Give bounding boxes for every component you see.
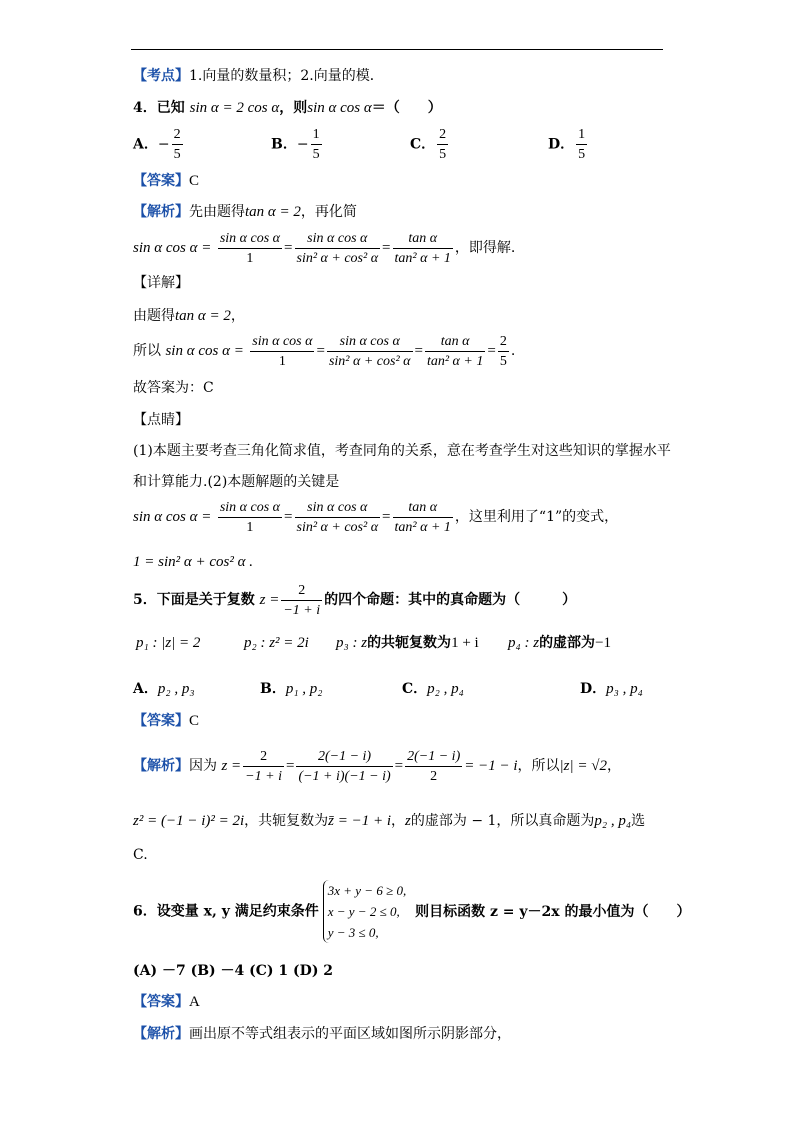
q6-constraint-system [323, 880, 406, 943]
q4-option-c-frac [437, 125, 448, 164]
q6-answer-value: A [189, 994, 200, 1010]
q4-dianjing-identity: 1 = sin² α + cos² α . [133, 554, 253, 570]
q5-an-e: ， [606, 758, 621, 774]
q5-an-frac2 [296, 747, 392, 786]
q5-l2d: ， [391, 813, 406, 829]
q5-an-c: ，所以 [517, 758, 560, 774]
q5-an-frac1-den: −1 + i [245, 768, 282, 784]
q4-analysis-b: ，再化简 [300, 204, 357, 220]
q5-an-frac1-num: 2 [243, 747, 284, 767]
q5-answer-tag: 【答案】 [133, 713, 189, 729]
q4-detail-heading [133, 273, 189, 293]
q5-l3: C. [133, 847, 148, 863]
q4-detail-frac2-num: sin α cos α [327, 332, 413, 352]
q4-option-a-den: 5 [173, 147, 181, 162]
q4-option-d-den: 5 [578, 147, 586, 162]
q5-p3c: 1 + i [451, 635, 479, 651]
q4-option-c-den: 5 [439, 147, 447, 162]
q4-analysis-equation: sin α cos α = $\frac{\text{sin α cos α}}{1}$ = $\frac{\text{sin α cos α}}{\text{sin² α + cos² α}}$ = $\frac{\text{tan α}}{\text{tan² α + 1}}$ ，即得解. [133, 230, 516, 266]
q5-prop-p1 [136, 633, 200, 653]
q4-detail-frac3 [425, 332, 485, 371]
q5-option-d-val: p₃ , p₄ [606, 681, 643, 697]
q4-answer [133, 171, 199, 191]
q5-title [133, 580, 576, 620]
q4-dj-lhs: sin α cos α = [133, 509, 212, 525]
q5-answer-value: C [189, 713, 200, 729]
q4-option-d-frac [576, 125, 587, 164]
q5-analysis-line2 [133, 811, 645, 831]
q4-answer-tag: 【答案】 [133, 173, 189, 189]
q5-prop-p4 [508, 633, 611, 653]
q5-title-a: 下面是关于复数 [156, 592, 255, 608]
q4-eq-frac3-den: tan² α + 1 [394, 250, 451, 266]
q5-analysis-line1: 【解析】因为 z = $\frac{2}{-1 + i}$ = $\frac{2(-1 - i)}{(-1 + i)(-1 - i)}$ = $\frac{2(-1 - i)}{2}$ = −1 − i，所以|z| = √2， [133, 748, 621, 784]
q4-eq-frac2-num: sin α cos α [295, 229, 381, 249]
q4-dj-frac2 [295, 498, 381, 537]
q4-option-c [410, 125, 450, 164]
q4-option-d-label: D． [548, 136, 575, 153]
q5-an-frac1 [243, 747, 284, 786]
q4-option-d [548, 125, 589, 164]
q5-zfrac-num: 2 [281, 581, 322, 601]
q5-zeq: z = [259, 592, 280, 608]
q4-dianjing-heading [133, 410, 189, 430]
q5-prop-p2 [244, 633, 309, 653]
q6-title [133, 880, 691, 943]
q4-detail-frac4-den: 5 [499, 353, 507, 369]
q5-p1: p₁ : |z| = 2 [136, 635, 201, 651]
header-rule [131, 49, 663, 50]
q5-option-d [580, 678, 643, 698]
q4-option-a-frac [172, 125, 183, 164]
q4-detail-b: ， [230, 308, 245, 324]
q4-option-b-frac [311, 125, 322, 164]
q4-option-b-label: B． [271, 136, 297, 153]
q4-dj-frac3 [393, 498, 453, 537]
q4-title [133, 98, 442, 118]
q4-dj-frac2-den: sin² α + cos² α [296, 519, 379, 535]
q5-zfrac-den: −1 + i [283, 602, 321, 618]
q4-option-a-sign: − [157, 136, 170, 153]
q5-option-b-val: p₁ , p₂ [285, 681, 323, 697]
q5-answer [133, 711, 199, 731]
q5-an-frac2-den: (−1 + i)(−1 − i) [298, 768, 391, 784]
q4-eq-frac2 [295, 229, 381, 268]
q5-option-d-label: D． [580, 681, 607, 697]
q4-dianjing-line2 [133, 472, 339, 492]
q5-l2h: 选 [631, 813, 646, 829]
q4-detail-equation: 所以 sin α cos α = $\frac{\text{sin α cos α}}{1}$ = $\frac{\text{sin α cos α}}{\text{sin² α + cos² α}}$ = $\frac{\text{tan α}}{\text{tan² α + 1}}$ = $\frac{2}{5}$ . [133, 333, 516, 369]
q4-analysis-a: 先由题得 [189, 204, 245, 220]
q4-detail-frac4-num: 2 [498, 332, 509, 352]
q5-option-b [260, 678, 323, 698]
q4-option-b-num: 1 [311, 125, 322, 145]
q5-option-c [402, 678, 464, 698]
q4-detail-tag: 【详解】 [133, 275, 189, 291]
q5-p4b: 的虚部为 [539, 635, 596, 651]
q6-title-b: 则目标函数 z = y－2x 的最小值为（ ） [415, 903, 691, 920]
q4-detail-line1 [133, 306, 245, 326]
q5-option-a-val: p₂ , p₃ [157, 681, 195, 697]
q5-an-frac2-num: 2(−1 − i) [296, 747, 392, 767]
kaodian-tag: 【考点】 [133, 68, 189, 84]
q5-an-a: 因为 [189, 758, 217, 774]
q4-dj-frac3-num: tan α [393, 498, 453, 518]
q4-detail-a: 由题得 [133, 308, 175, 324]
q4-option-b [271, 125, 324, 164]
q5-l2b: ，共轭复数为 [244, 813, 329, 829]
q4-dj-frac1 [218, 498, 282, 537]
q4-detail-frac2-den: sin² α + cos² α [328, 353, 411, 369]
q4-conclusion-text: 故答案为：C [133, 380, 214, 396]
q4-option-a-label: A． [133, 136, 158, 153]
q4-answer-value: C [189, 173, 200, 189]
q5-option-a-label: A． [133, 681, 158, 697]
q6-analysis-tag: 【解析】 [133, 1026, 189, 1042]
q6-answer-tag: 【答案】 [133, 994, 189, 1010]
q4-title-a: 已知 [156, 100, 185, 116]
q4-dianjing-text1: (1)本题主要考查三角化简求值，考查同角的关系，意在考查学生对这些知识的掌握水平 [133, 443, 671, 459]
q4-dj-tail: ，这里利用了“1”的变式， [454, 509, 619, 525]
q4-dianjing-text2: 和计算能力.(2)本题解题的关键是 [133, 474, 340, 490]
q5-an-frac3 [405, 747, 462, 786]
q4-analysis [133, 202, 357, 222]
q4-given: sin α = 2 cos α [189, 100, 280, 116]
q5-p2: p₂ : z² = 2i [244, 635, 309, 651]
q5-prop-p3 [336, 633, 479, 653]
q5-option-b-label: B． [260, 681, 286, 697]
q4-dj-frac2-num: sin α cos α [295, 498, 381, 518]
q4-detail-frac4 [498, 332, 509, 371]
q5-analysis-tag: 【解析】 [133, 758, 189, 774]
q4-target: sin α cos α [307, 100, 372, 116]
q4-option-b-sign: − [296, 136, 309, 153]
q4-eq-frac1 [218, 229, 282, 268]
q4-eq-frac2-den: sin² α + cos² α [296, 250, 379, 266]
q4-detail-frac1-den: 1 [278, 353, 286, 369]
q4-eq-lhs: sin α cos α = [133, 240, 212, 256]
q4-dianjing-equation: sin α cos α = $\frac{\text{sin α cos α}}{1}$ = $\frac{\text{sin α cos α}}{\text{sin² α + cos² α}}$ = $\frac{\text{tan α}}{\text{tan² α + 1}}$ ，这里利用了“1”的变式， [133, 499, 619, 535]
q4-detail-frac3-den: tan² α + 1 [426, 353, 484, 369]
q4-title-c: ＝（ ） [371, 100, 442, 116]
q5-option-c-val: p₂ , p₄ [427, 681, 464, 697]
q5-number: 5． [133, 592, 157, 608]
q4-option-d-num: 1 [576, 125, 587, 145]
q5-p3a: p₃ : z [336, 635, 368, 651]
kaodian-line [133, 66, 384, 86]
q4-analysis-tan: tan α = 2 [245, 204, 301, 220]
q6-answer [133, 992, 200, 1012]
q4-option-b-den: 5 [312, 147, 320, 162]
q5-p3b: 的共轭复数为 [367, 635, 452, 651]
q6-constraint-3: y − 3 ≤ 0, [327, 925, 379, 940]
q5-l2a: z² = (−1 − i)² = 2i [133, 813, 245, 829]
q5-l2e: z [405, 813, 411, 829]
q5-option-c-label: C． [402, 681, 428, 697]
q4-eq-tail: ，即得解. [454, 240, 516, 256]
q4-detail-frac1 [250, 332, 314, 371]
q5-option-a [133, 678, 195, 698]
q6-number: 6． [133, 903, 157, 920]
q4-option-a-num: 2 [172, 125, 183, 145]
q4-number: 4． [133, 100, 157, 116]
q4-dj-frac1-num: sin α cos α [218, 498, 282, 518]
kaodian-text: 1.向量的数量积；2.向量的模． [189, 68, 384, 84]
q5-an-b: = −1 − i [464, 758, 518, 774]
q5-an-frac3-num: 2(−1 − i) [405, 747, 462, 767]
q6-title-a: 设变量 x, y 满足约束条件 [156, 903, 319, 920]
q5-zfrac [281, 581, 322, 620]
q4-eq-frac1-den: 1 [246, 250, 254, 266]
q6-analysis-text: 画出原不等式组表示的平面区域如图所示阴影部分， [189, 1026, 511, 1042]
q4-conclusion [133, 378, 214, 398]
q5-title-b: 的四个命题：其中的真命题为（ ） [324, 592, 577, 608]
q5-an-z: z = [221, 758, 242, 774]
q6-constraint-2: x − y − 2 ≤ 0, [327, 904, 400, 919]
q5-an-frac3-den: 2 [430, 768, 438, 784]
q4-analysis-tag: 【解析】 [133, 204, 189, 220]
q4-detail-tan: tan α = 2 [175, 308, 231, 324]
q6-choices-text: (A) －7 (B) －4 (C) 1 (D) 2 [133, 963, 334, 979]
q6-constraint-1: 3x + y − 6 ≥ 0, [327, 883, 407, 898]
q4-title-b: ，则 [279, 100, 308, 116]
q5-l2f: 的虚部为 − 1，所以真命题为 [410, 813, 595, 829]
q6-choices [133, 961, 333, 981]
q4-dianjing-line4 [133, 552, 253, 572]
q4-dianjing-line1 [133, 441, 671, 461]
q4-eq-frac3 [393, 229, 453, 268]
q4-eq-frac3-num: tan α [393, 229, 453, 249]
q4-detail-frac1-num: sin α cos α [250, 332, 314, 352]
q4-option-c-label: C． [410, 136, 436, 153]
q4-detail-frac3-num: tan α [425, 332, 485, 352]
q5-p4c: −1 [595, 635, 612, 651]
q5-l2c: z̄ = −1 + i [328, 813, 392, 829]
q4-dianjing-tag: 【点睛】 [133, 412, 189, 428]
q5-p4a: p₄ : z [508, 635, 540, 651]
q4-detail-c: 所以 [133, 343, 161, 359]
q5-analysis-line3 [133, 845, 148, 865]
q4-option-a [133, 125, 185, 164]
q4-dj-frac1-den: 1 [246, 519, 254, 535]
q5-an-d: |z| = √2 [559, 758, 607, 774]
q4-option-c-num: 2 [437, 125, 448, 145]
q5-l2g: p₂ , p₄ [594, 813, 632, 829]
q4-detail-lhs: sin α cos α = [165, 343, 244, 359]
q4-eq-frac1-num: sin α cos α [218, 229, 282, 249]
q6-analysis [133, 1024, 511, 1044]
q4-dj-frac3-den: tan² α + 1 [394, 519, 451, 535]
q4-detail-frac2 [327, 332, 413, 371]
